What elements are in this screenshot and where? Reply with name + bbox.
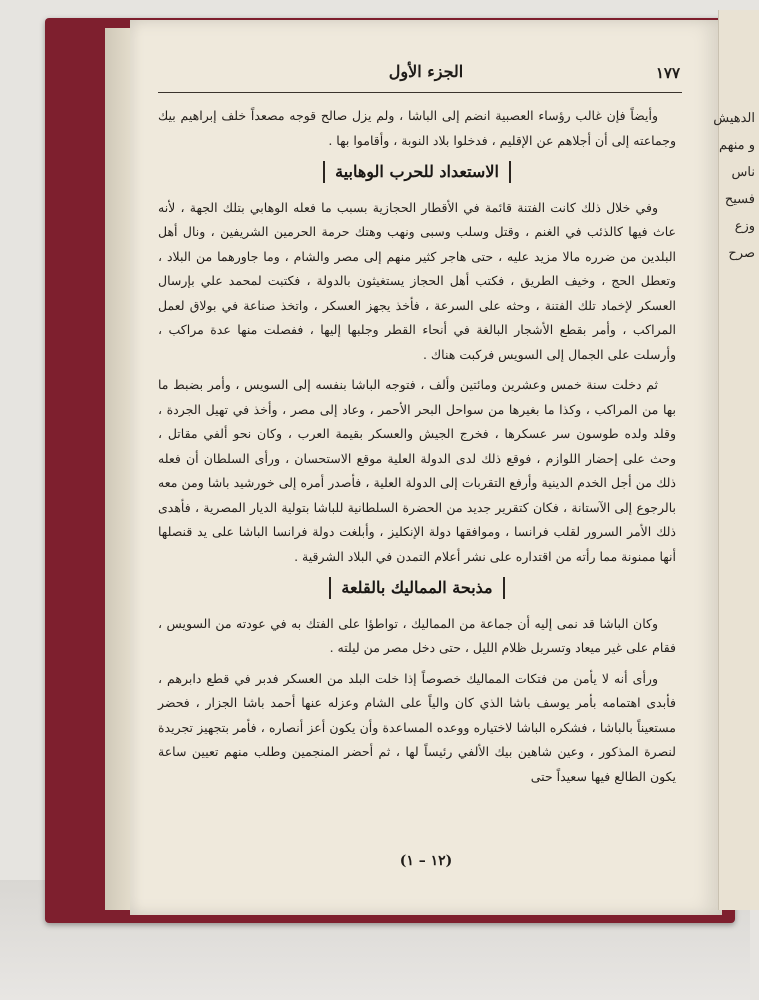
paragraph: وأيضاً فإن غالب رؤساء العصبية انضم إلى الباشا ، ولم يزل صالح قوجه مصعداً خلف إبراهيم بيك وجماعته إلى أن أجلاهم عن الإقليم ، فدخلوا بلاد النوبة ، وأقاموا بها .: [158, 108, 676, 148]
section-heading-text: مذبحة المماليك بالقلعة: [329, 577, 504, 599]
paragraph: ورأى أنه لا يأمن من فتكات المماليك خصوصاً إذا خلت البلد من العسكر فدبر في قطع دابرهم ، فأبدى اهتمامه بأمر يوسف باشا الذي كان والياً على الشام وعزله عنها أحمد باشا الجزار ، فحضر مستعيناً بالباشا ، فشكره الباشا لاختياره ووعده المساعدة وأن يكون أعز أنصاره ، فأمر بتجهيز تجريدة لنصرة المذكور ، وعين شاهين بيك الألفي رئيساً لها ، ثم أحضر المنجمين وطلب منهم تعيين ساعة يكون الطالع فيها سعيداً حتى: [158, 670, 676, 784]
paragraph: وفي خلال ذلك كانت الفتنة قائمة في الأقطار الحجازية بسبب ما فعله الوهابي بتلك الجهة ، لأنه عاث فيها كالذئب في الغنم ، وقتل وسلب وسبى ونهب وهتك حرمة الحرمين الشريفين ، ونال أهل البلدين من ضرره مالا مزيد عليه ، حتى هاجر كثير منهم إلى مصر والشام ، وما جاورهما من البلاد ، وتعطل الحج ، وخيف الطريق ، فكتب أهل الحجاز يستغيثون بالدولة ، فكتبت لمحمد علي بإرسال العسكر لإخماد تلك الفتنة ، وحثه على السرعة ، فأخذ يجهز العسكر ، واتخذ صناعة في بولاق لعمل المراكب ، وأمر بقطع الأشجار البالغة في أنحاء القطر وجلبها إليها ، ففصلت منها عدة مراكب ، وأرسلت على الجمال إلى السويس فركبت هناك .: [158, 199, 676, 362]
header-rule: [158, 92, 682, 93]
paragraph: وكان الباشا قد نمى إليه أن جماعة من المماليك ، تواطؤا على الفتك به في عودته من السويس ، فقام على غير ميعاد وتسربل ظلام الليل ، حتى دخل مصر من ليلته .: [158, 615, 676, 655]
section-heading: [158, 577, 676, 602]
book-page: [130, 20, 722, 915]
paragraph: ثم دخلت سنة خمس وعشرين ومائتين وألف ، فتوجه الباشا بنفسه إلى السويس ، وأمر بضبط ما بها من المراكب ، وكذا ما بغيرها من سواحل البحر الأحمر ، وعاد إلى مصر ، وأخذ في تهيل الجردة ، وقلد ولده طوسون سر عسكرها ، فخرج الجيش والعسكر بقيمة العرب ، وكان نحو ألفي مقاتل ، وحث على إحضار اللوازم ، فوقع ذلك لدى الدولة العلية موقع الاستحسان ، ورأى السلطان أن فعله ذلك من أجل الخدم الدينية وأرفع التقربات إلى الدولة العلية ، فأصدر أمره إلى خورشيد باشا ومن معه بالرجوع إلى الآستانة ، فكان كتقرير جديد من الحضرة السلطانية للباشا بتولية الديار المصرية ، فأهدى ذلك الأمر السرور لقلب فرانسا ، وموافقها دولة الإنكليز ، وأبلغت دولة فرانسا الباشا على يد قنصلها أنها ممنونة مما رأته من اقتداره على نشر أعلام التمدن في البلاد الشرقية .: [158, 377, 676, 564]
section-heading: [158, 161, 676, 186]
page-number: ١٧٧: [655, 64, 680, 82]
section-heading-text: الاستعداد للحرب الوهابية: [323, 161, 511, 183]
page-body: [158, 104, 676, 795]
facing-page-edge: [713, 10, 759, 910]
facing-page-text: الدهيش و منهم ناس فسيح وزع صرح: [713, 111, 755, 261]
running-head: الجزء الأول: [388, 62, 464, 81]
signature-mark: (١٢ – ١): [399, 853, 453, 869]
